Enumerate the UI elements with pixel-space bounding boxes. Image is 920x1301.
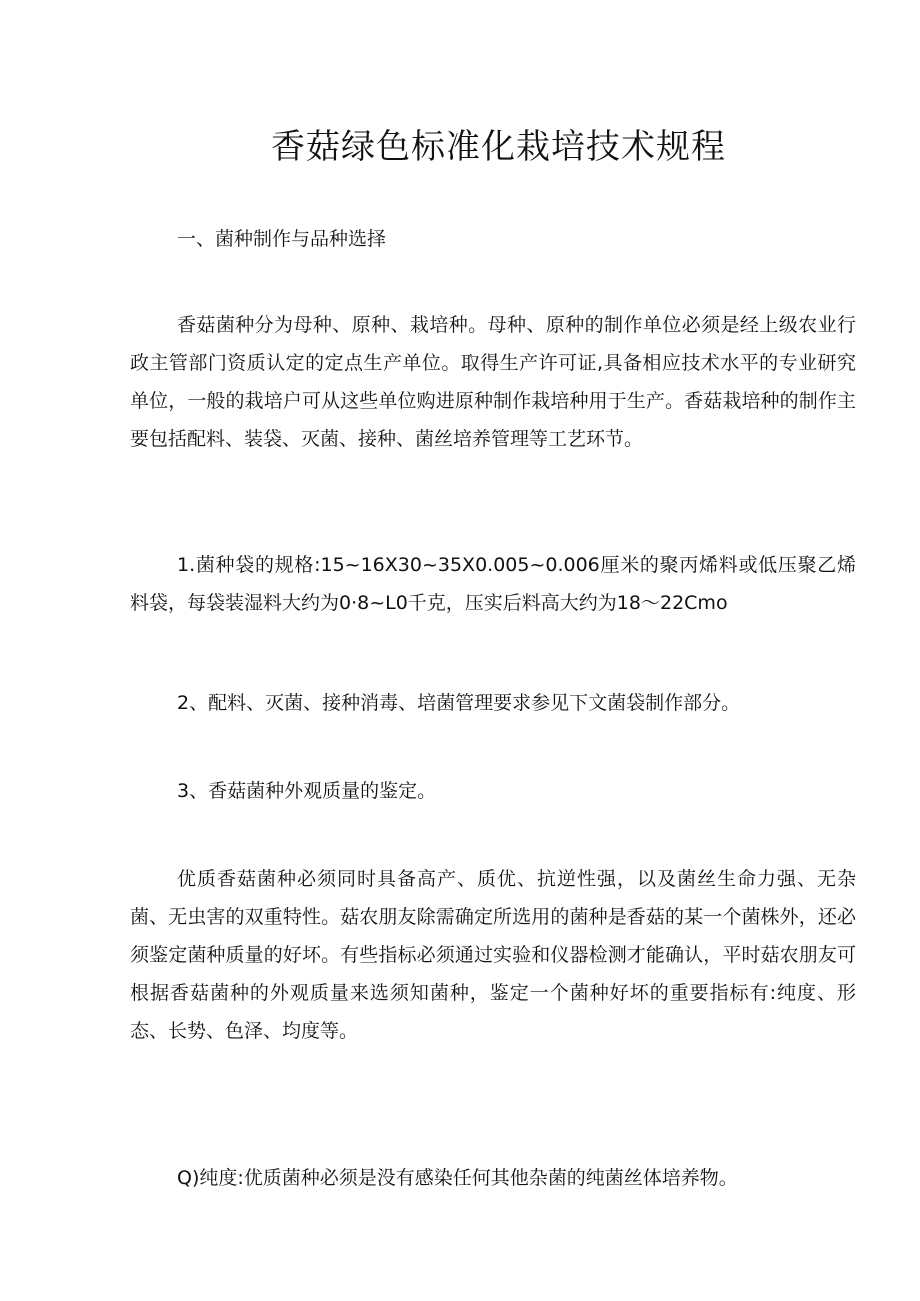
- paragraph-process-ref: 2、配料、灭菌、接种消毒、培菌管理要求参见下文菌袋制作部分。: [177, 692, 741, 714]
- paragraph-bag-spec: 1.菌种袋的规格:15~16X30~35X0.005~0.006厘米的聚丙烯料或低压聚乙烯料袋，每袋装湿料大约为0·8~L0千克，压实后料高大约为18～22Cmo: [130, 554, 856, 614]
- section-heading: 一、菌种制作与品种选择: [177, 228, 387, 250]
- paragraph-purity: Q)纯度:优质菌种必须是没有感染任何其他杂菌的纯菌丝体培养物。: [177, 1167, 738, 1189]
- paragraph-intro: 香菇菌种分为母种、原种、栽培种。母种、原种的制作单位必须是经上级农业行政主管部门资质认定的定点生产单位。取得生产许可证,具备相应技术水平的专业研究单位，一般的栽培户可从这些单位购进原种制作栽培种用于生产。香菇栽培种的制作主要包括配料、装袋、灭菌、接种、菌丝培养管理等工艺环节。: [130, 314, 856, 450]
- paragraph-quality-detail: 优质香菇菌种必须同时具备高产、质优、抗逆性强，以及菌丝生命力强、无杂菌、无虫害的双重特性。菇农朋友除需确定所选用的菌种是香菇的某一个菌株外，还必须鉴定菌种质量的好坏。有些指标必须通过实验和仪器检测才能确认，平时菇农朋友可根据香菇菌种的外观质量来选须知菌种，鉴定一个菌种好坏的重要指标有:纯度、形态、长势、色泽、均度等。: [130, 868, 856, 1042]
- document-title: 香菇绿色标准化栽培技术规程: [271, 127, 726, 167]
- paragraph-quality-heading: 3、香菇菌种外观质量的鉴定。: [177, 780, 437, 802]
